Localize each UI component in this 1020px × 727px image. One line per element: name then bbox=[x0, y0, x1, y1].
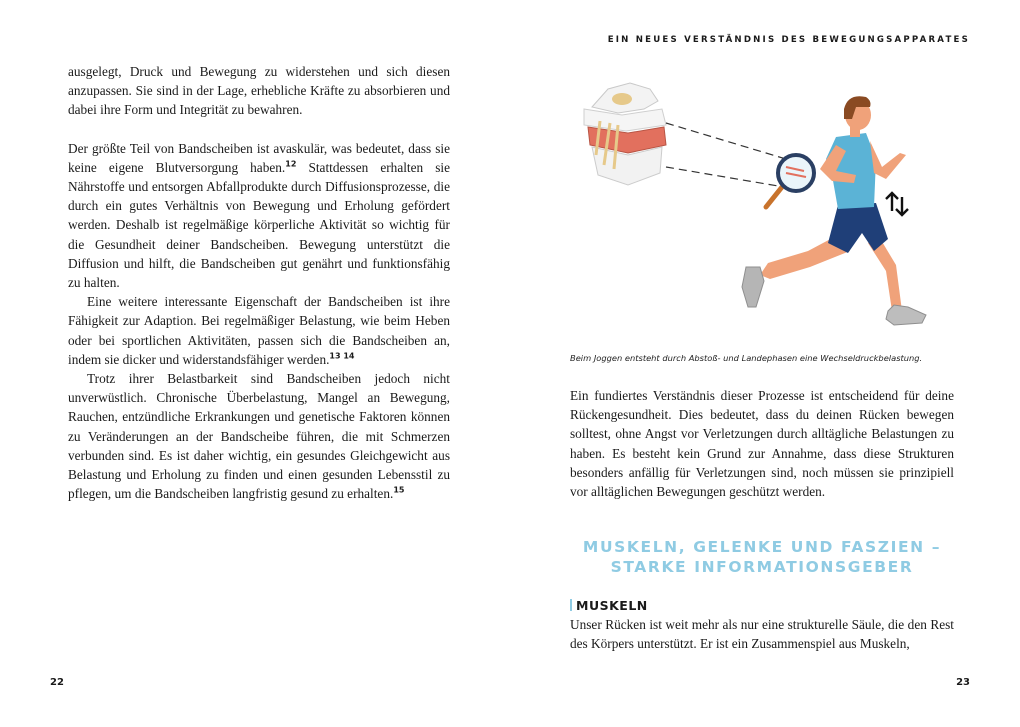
footnote-ref-13-14: 13 14 bbox=[329, 351, 355, 361]
right-body-text bbox=[570, 386, 954, 501]
sub-heading bbox=[570, 598, 648, 613]
running-head: EIN NEUES VERSTÄNDNIS DES BEWEGUNGSAPPARATES bbox=[607, 35, 970, 45]
right-paragraph-2: Unser Rücken ist weit mehr als nur eine strukturelle Säule, die den Rest des Körpers unterstützt. Er ist ein Zusammenspiel aus Muskeln, bbox=[570, 617, 954, 652]
page-number-right: 23 bbox=[956, 677, 970, 688]
paragraph-3 bbox=[68, 292, 450, 369]
section-heading bbox=[570, 538, 954, 577]
paragraph-2-text-a: Der größte Teil von Bandscheiben ist avaskulär, was bedeutet, dass sie keine eigene Blutversorgung haben. bbox=[68, 140, 450, 175]
figure-caption: Beim Joggen entsteht durch Abstoß- und Landephasen eine Wechseldruckbelastung. bbox=[570, 353, 923, 363]
magnifier-icon bbox=[766, 155, 814, 207]
section-heading-line-2: STARKE INFORMATIONSGEBER bbox=[610, 557, 914, 576]
right-body-text-2 bbox=[570, 615, 954, 653]
jogging-illustration bbox=[570, 75, 970, 345]
paragraph-1 bbox=[68, 62, 450, 120]
page-number-left: 22 bbox=[50, 677, 64, 688]
paragraph-2-text-b: Stattdessen erhalten sie Nährstoffe und entsorgen Abfallprodukte durch Diffusionsprozesse, die durch ein gutes Verhältnis von Bewegung und Erholung gefördert werden. Deshalb ist regelmäßige körperliche Aktivität so wichtig für die Gesundheit deiner Bandscheiben. Bewegung unterstützt die Diffusion und hilft, die Bandscheiben gut genährt und funktionsfähig zu halten. bbox=[68, 159, 450, 291]
footnote-ref-15: 15 bbox=[393, 485, 405, 495]
vertebra-icon bbox=[584, 83, 666, 185]
right-paragraph: Ein fundiertes Verständnis dieser Prozesse ist entscheidend für deine Rückengesundheit. Dies bedeutet, dass du deinen Rücken bewegen solltest, ohne Angst vor Verletzungen durch alltägliche Belastungen zu haben. Es besteht kein Grund zur Annahme, dass diese Strukturen besonders anfällig für Verletzungen sind, noch müssen sie prinzipiell vor alltäglichen Bewegungen geschützt werden. bbox=[570, 388, 954, 500]
jogging-illustration-svg bbox=[570, 75, 970, 345]
dashed-line-bottom bbox=[666, 167, 784, 187]
section-heading-line-1: MUSKELN, GELENKE UND FASZIEN – bbox=[582, 538, 942, 556]
footnote-ref-12: 12 bbox=[285, 159, 297, 169]
paragraph-4-text: Trotz ihrer Belastbarkeit sind Bandscheiben jedoch nicht unverwüstlich. Chronische Überbelastung, Mangel an Bewegung, Rauchen, entzündliche Erkrankungen und genetische Faktoren können zu Veränderungen an der Bandscheibe führen, die mit Schmerzen verbunden sind. Es ist daher wichtig, ein gesundes Gleichgewicht aus Belastung und Erholung zu finden und einen gesunden Lebensstil zu pflegen, um die Bandscheiben langfristig gesund zu erhalten. bbox=[68, 371, 450, 502]
paragraph-2 bbox=[68, 139, 450, 293]
right-page bbox=[510, 0, 1020, 727]
sub-heading-text: MUSKELN bbox=[576, 598, 648, 613]
paragraph-3-text: Eine weitere interessante Eigenschaft der Bandscheiben ist ihre Fähigkeit zur Adaption. Bei regelmäßiger Belastung, wie beim Heben oder bei sportlichen Aktivitäten, passen sich die Bandscheiben an, indem sie dicker und widerstandsfähiger werden. bbox=[68, 294, 450, 367]
paragraph-1-text: ausgelegt, Druck und Bewegung zu widerstehen und sich diesen anzupassen. Sie sind in der Lage, erhebliche Kräfte zu absorbieren und dabei ihre Form und Integrität zu bewahren. bbox=[68, 64, 450, 118]
left-body-text bbox=[68, 62, 450, 503]
paragraph-4 bbox=[68, 369, 450, 503]
sub-heading-bar bbox=[570, 599, 572, 611]
up-down-arrows-icon bbox=[886, 193, 908, 215]
